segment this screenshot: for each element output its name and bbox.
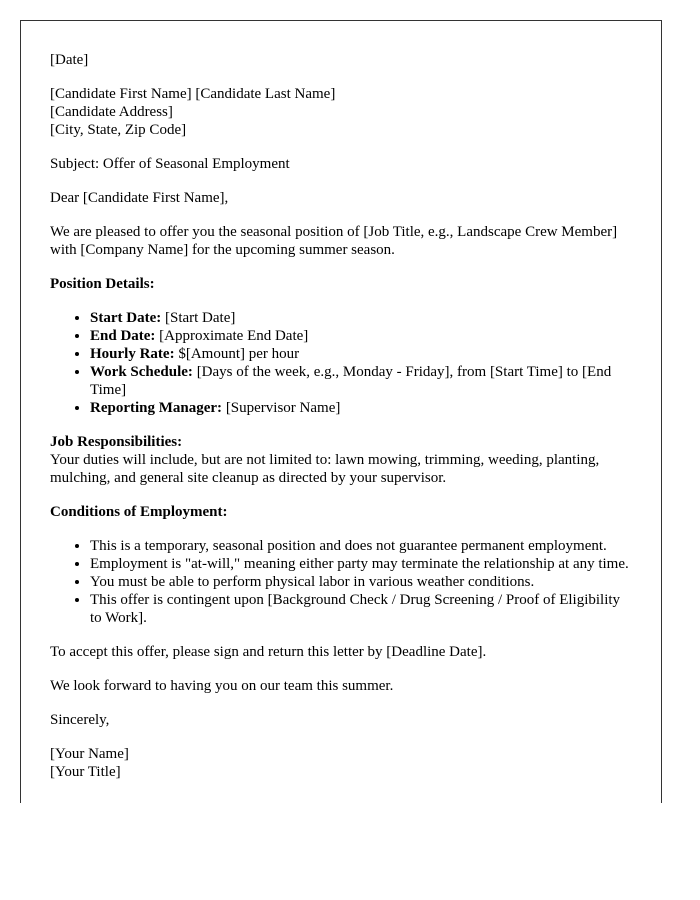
list-item <box>90 327 630 345</box>
sender-name: [Your Name] <box>50 746 129 762</box>
item-label: Hourly Rate: <box>90 346 175 362</box>
item-value: [Supervisor Name] <box>222 400 341 416</box>
item-label: End Date: <box>90 328 156 344</box>
signoff: Sincerely, <box>50 712 110 728</box>
list-item: • You must be able to perform physical labor in various weather conditions. <box>90 573 630 591</box>
accept-instructions: To accept this offer, please sign and return this letter by [Deadline Date]. <box>50 644 487 660</box>
intro: We are pleased to offer you the seasonal position of [Job Title, e.g., Landscape Crew Member] with [Company Name] for the upcoming summer season. <box>50 224 618 258</box>
item-label: Start Date: <box>90 310 162 326</box>
list-item: • This is a temporary, seasonal position and does not guarantee permanent employment. <box>90 537 630 555</box>
item-value: $[Amount] per hour <box>174 346 300 362</box>
recipient-city: [City, State, Zip Code] <box>50 122 187 138</box>
list-item: • This offer is contingent upon [Background Check / Drug Screening / Proof of Eligibility to Work]. <box>90 591 630 627</box>
list-item: • Employment is "at-will," meaning either party may terminate the relationship at any time. <box>90 555 630 573</box>
list-item <box>90 309 630 327</box>
closing-line: We look forward to having you on our team this summer. <box>50 678 394 694</box>
salutation: Dear [Candidate First Name], <box>50 190 229 206</box>
list-item <box>90 363 630 399</box>
item-label: Reporting Manager: <box>90 400 223 416</box>
position-list <box>50 309 630 417</box>
date: [Date] <box>50 52 89 68</box>
responsibilities-heading: Job Responsibilities: <box>50 434 183 450</box>
recipient-block <box>50 85 630 139</box>
signature-block <box>50 745 630 781</box>
list-item <box>90 345 630 363</box>
item-label: Work Schedule: <box>90 364 193 380</box>
conditions-heading: Conditions of Employment: <box>50 504 228 520</box>
sender-title: [Your Title] <box>50 764 121 780</box>
letter-page <box>20 20 662 803</box>
list-item <box>90 399 630 417</box>
conditions-list <box>50 537 630 627</box>
item-value: [Start Date] <box>161 310 236 326</box>
responsibilities-text: Your duties will include, but are not limited to: lawn mowing, trimming, weeding, planting, mulching, and general site cleanup as directed by your supervisor. <box>50 452 600 486</box>
position-heading: Position Details: <box>50 276 155 292</box>
subject: Subject: Offer of Seasonal Employment <box>50 156 290 172</box>
item-value: [Days of the week, e.g., Monday - Friday], from [Start Time] to [End Time] <box>90 364 612 398</box>
recipient-name: [Candidate First Name] [Candidate Last Name] <box>50 86 336 102</box>
recipient-address: [Candidate Address] <box>50 104 173 120</box>
item-value: [Approximate End Date] <box>155 328 309 344</box>
